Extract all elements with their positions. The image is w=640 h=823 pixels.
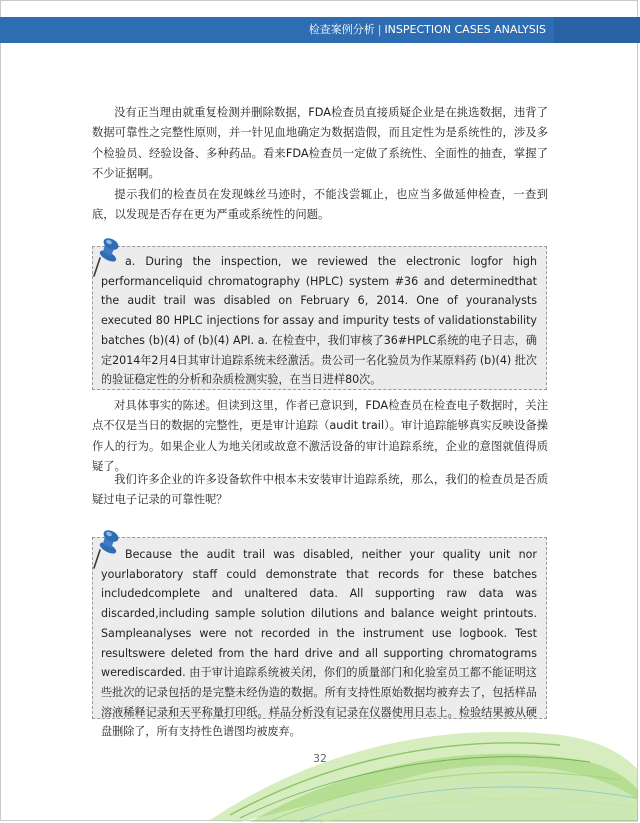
header-title-cn: 检查案例分析 — [308, 23, 375, 36]
header-separator: | — [377, 23, 382, 36]
body-paragraph-3-text: 对具体事实的陈述。但读到这里，作者已意识到，FDA检查员在检查电子数据时，关注点不仅是当日的数据的完整性，更是审计追踪（audit trail）。审计追踪能够真实反映设备操作人的行为。如果企业人为地关闭或故意不激活设备的审计追踪系统，企业的意图就值得质疑了。 — [92, 399, 548, 474]
body-paragraph-1-text: 没有正当理由就重复检测并删除数据，FDA检查员直接质疑企业是在挑选数据，违背了数据可靠性之完整性原则，并一针见血地确定为数据造假，而且定性为是系统性的，涉及多个检验员、经验设备、多种药品。看来FDA检查员一定做了系统性、全面性的抽查，掌握了不少证据啊。 — [92, 106, 548, 181]
body-paragraph-2-text: 提示我们的检查员在发现蛛丝马迹时，不能浅尝辄止，也应当多做延伸检查，一查到底，以发现是否存在更为严重或系统性的问题。 — [92, 188, 548, 222]
body-paragraph-4-text: 我们许多企业的许多设备软件中根本未安装审计追踪系统，那么，我们的检查员是否质疑过电子记录的可靠性呢？ — [92, 473, 548, 507]
page-number: 32 — [313, 752, 327, 765]
header-title-en: INSPECTION CASES ANALYSIS — [384, 23, 546, 36]
quote-box-2-content: Because the audit trail was disabled, neither your quality unit nor yourlaboratory staff could demonstrate that records for these batches includedcomplete and unaltered data. All supporting raw data was discarded,including sample solution dilutions and balance weight printouts. Sampleanalyses were not recorded in the instrument use logbook. Test resultswere deleted from the hard drive and all supporting chromatograms werediscarded. 由于审计追踪系统被关闭，你们的质量部门和化验室员工都不能证明这些批次的记录包括的是完整未经伪造的数据。所有支持性原始数据均被弃去了，包括样品溶液稀释记录和天平称量打印纸。样品分析没有记录在仪器使用日志上。检验结果被从硬盘删除了，所有支持性色谱图均被废弃。 — [101, 548, 537, 739]
quote-box-1-content: a. During the inspection, we reviewed the electronic logfor high performanceliquid chromatography (HPLC) system #36 and determinedthat the audit trail was disabled on February 6, 2014. One of youranalysts executed 80 HPLC injections for assay and impurity tests of validationstability batches (b)(4) of (b)(4) API. a. 在检查中，我们审核了36#HPLC系统的电子日志，确定2014年2月4日其审计追踪系统未经激活。贵公司一名化验员为作某原料药 (b)(4) 批次的验证稳定性的分析和杂质检测实验，在当日进样80次。 — [101, 255, 537, 387]
